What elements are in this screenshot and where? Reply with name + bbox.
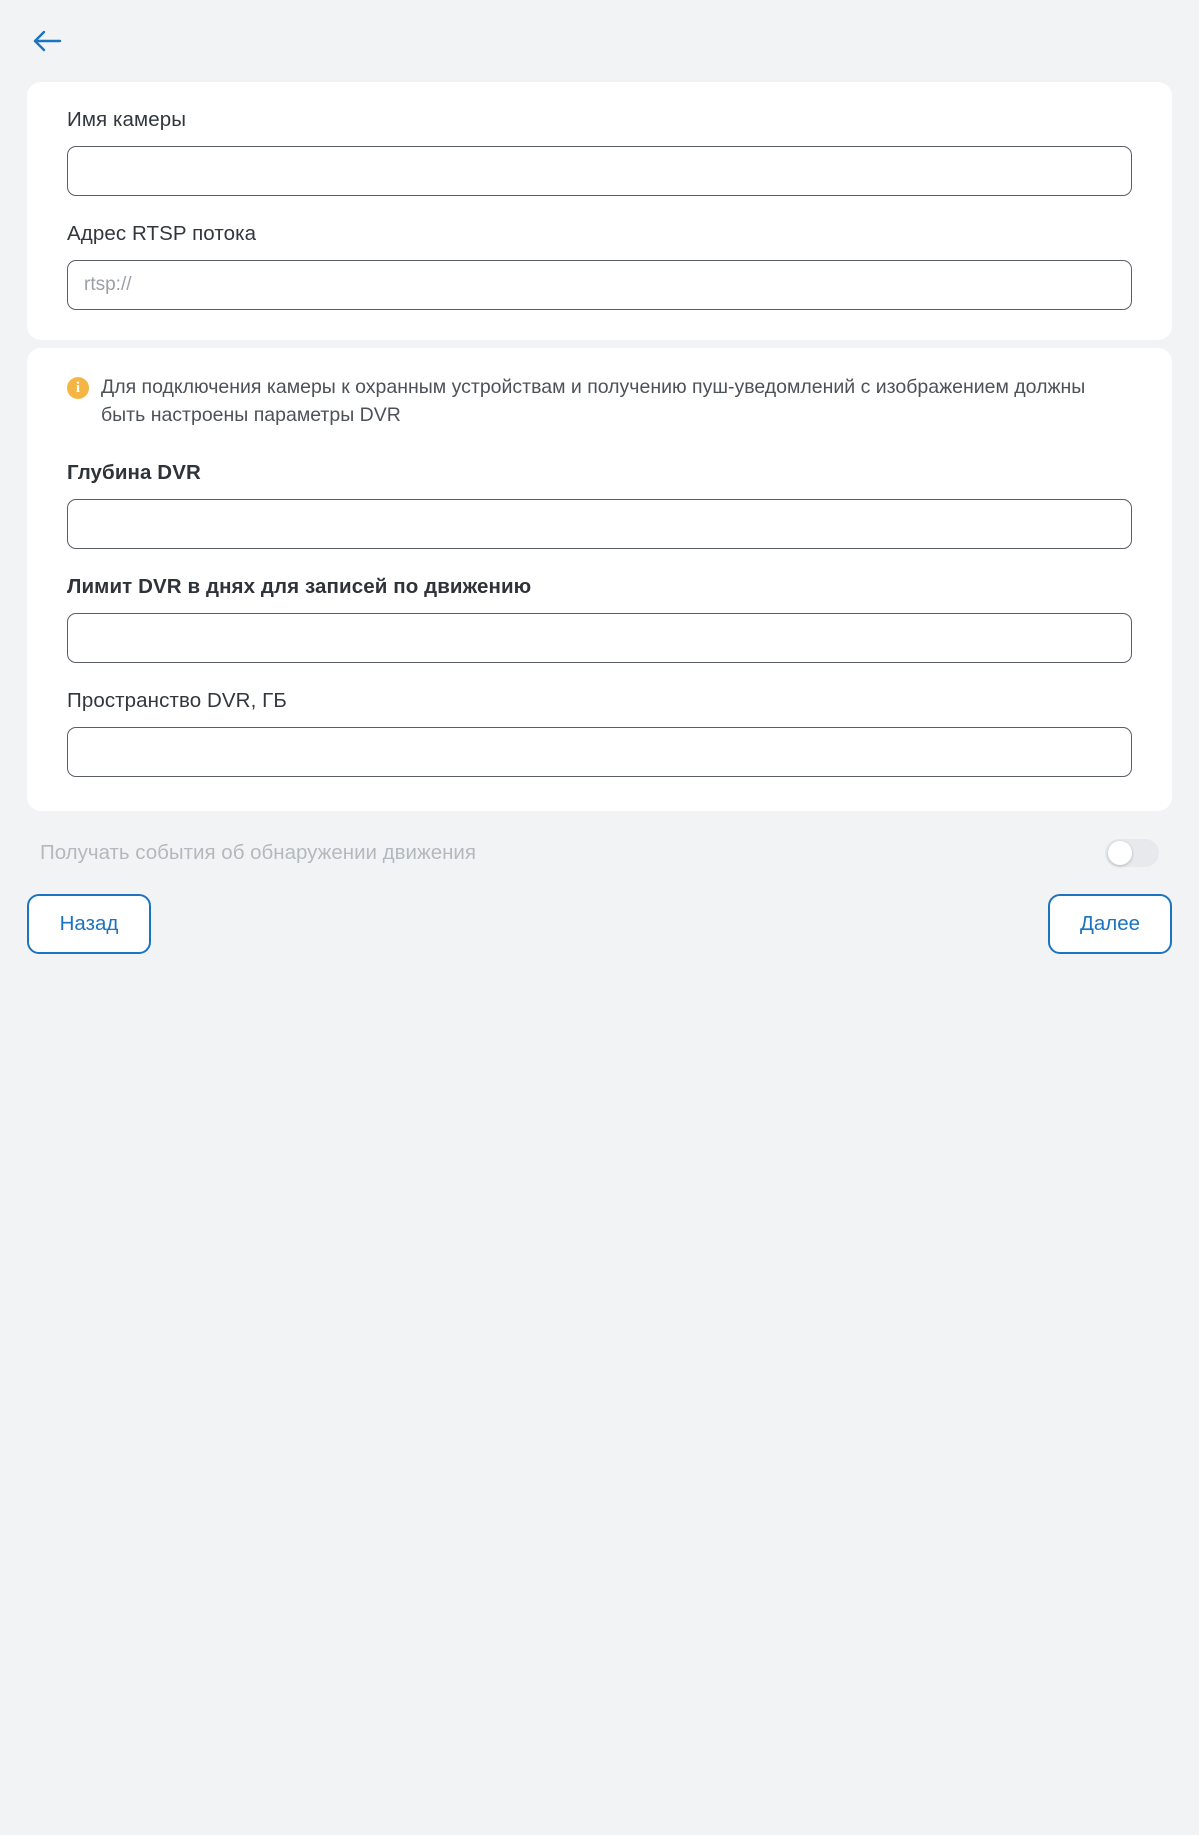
dvr-depth-input[interactable] <box>67 499 1132 549</box>
arrow-left-icon[interactable] <box>26 20 68 62</box>
camera-name-input[interactable] <box>67 146 1132 196</box>
wizard-buttons <box>27 894 1172 954</box>
dvr-motion-limit-label: Лимит DVR в днях для записей по движению <box>67 575 532 599</box>
next-button[interactable]: Далее <box>1048 894 1172 954</box>
arrow-left-glyph <box>32 29 62 53</box>
dvr-space-field <box>67 689 1132 777</box>
motion-events-label: Получать события об обнаружении движения <box>40 841 476 865</box>
rtsp-url-input[interactable] <box>67 260 1132 310</box>
rtsp-url-label: Адрес RTSP потока <box>67 222 257 245</box>
dvr-info-note <box>67 374 1132 429</box>
dvr-depth-field <box>67 461 1132 549</box>
camera-name-field <box>67 108 1132 196</box>
back-button[interactable]: Назад <box>27 894 151 954</box>
motion-events-toggle[interactable] <box>1105 839 1159 867</box>
toggle-knob <box>1108 841 1132 865</box>
dvr-space-input[interactable] <box>67 727 1132 777</box>
dvr-depth-label: Глубина DVR <box>67 461 201 485</box>
dvr-motion-limit-field <box>67 575 1132 663</box>
dvr-motion-limit-input[interactable] <box>67 613 1132 663</box>
info-icon: i <box>67 377 89 399</box>
rtsp-url-field <box>67 222 1132 310</box>
dvr-info-text: Для подключения камеры к охранным устройствам и получению пуш-уведомлений с изображением должны быть настроены параметры DVR <box>101 376 1086 426</box>
camera-name-label: Имя камеры <box>67 108 187 131</box>
motion-events-row <box>40 839 1159 867</box>
camera-basic-card <box>27 82 1172 340</box>
top-bar <box>0 0 1199 82</box>
dvr-settings-card <box>27 348 1172 811</box>
dvr-space-label: Пространство DVR, ГБ <box>67 689 287 713</box>
